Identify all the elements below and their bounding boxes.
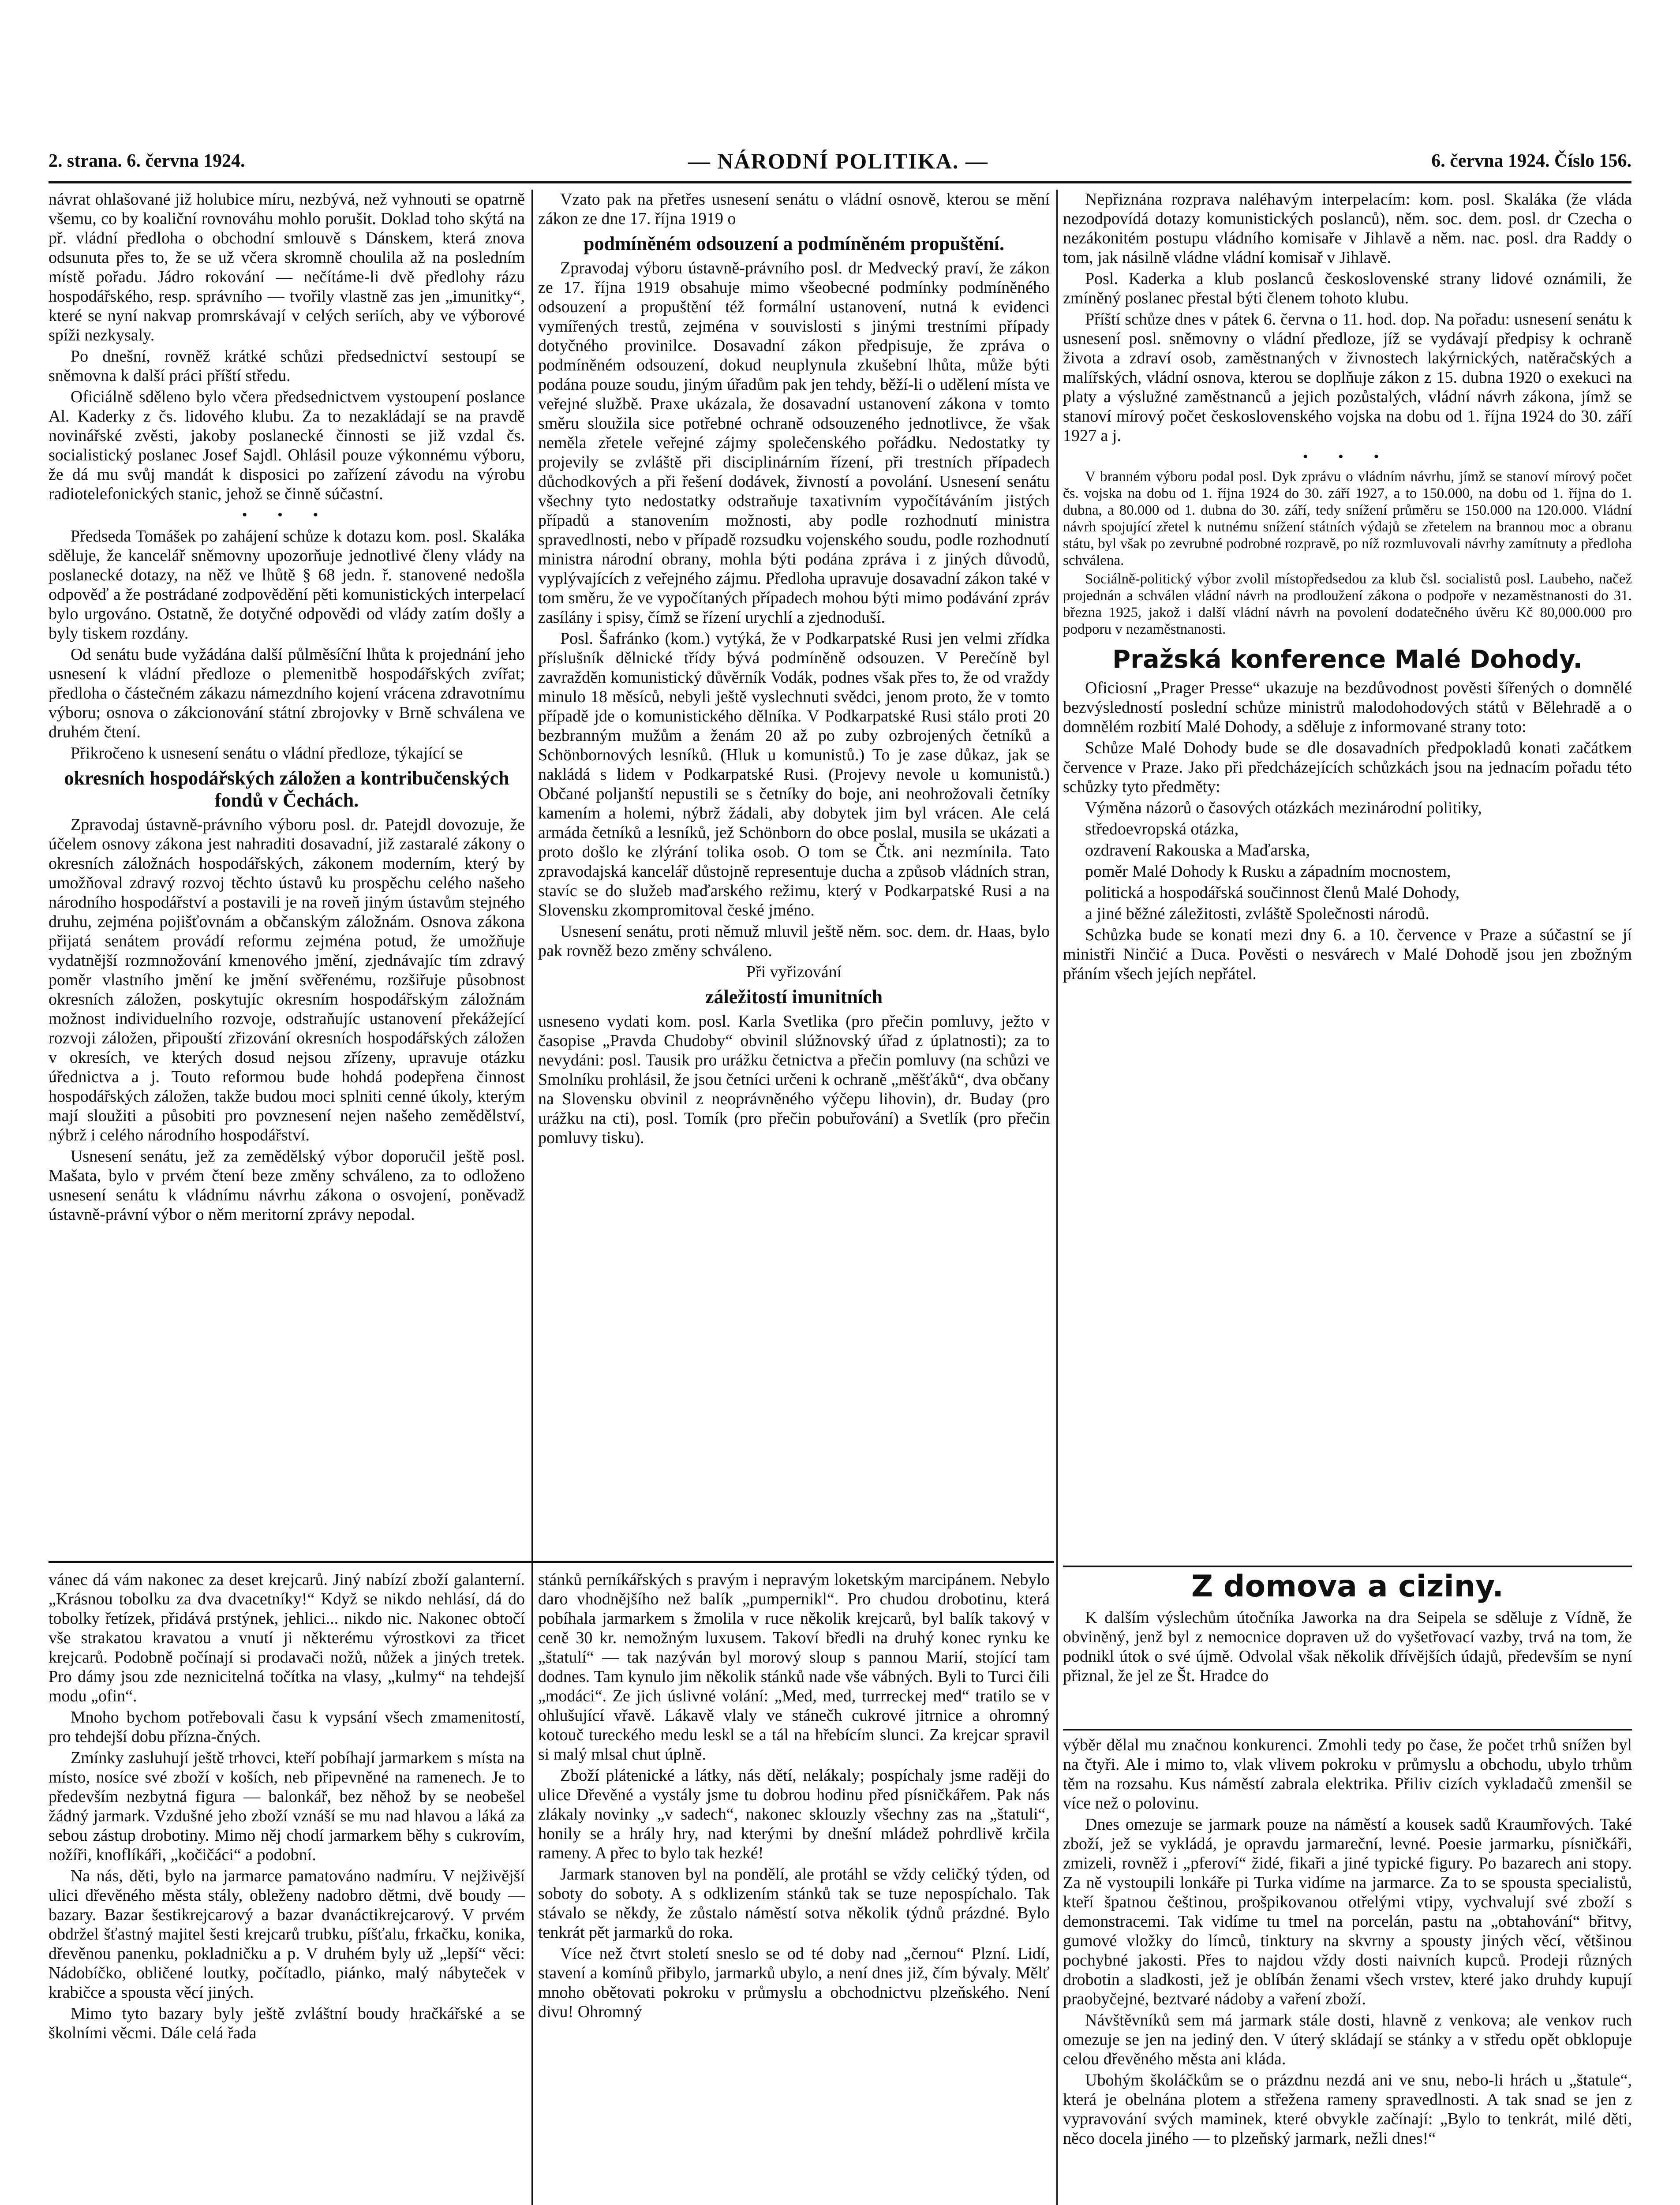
paragraph: Vzato pak na přetřes usnesení senátu o vládní osnově, kterou se mění zákon ze dne 17. října 1919 o	[538, 190, 1050, 228]
paragraph: vánec dá vám nakonec za deset krejcarů. Jiný nabízí zboží galanterní. „Krásnou tobolku za dva dvacetníky!“ Když se nikdo nehlásí, dá do tobolky řetízek, přidává prstýnek, jehlici... nikdo nic. Nakonec obtočí vše strakatou kravatou a vnutí ji některému výrostkovi za třicet krejcarů. Podobně počínají si prodavači nožů, nůžek a jiných tretek. Pro dámy jsou zde neznicitelná točítka na vlasy, „kulmy“ na tehdejší modu „ofin“.	[49, 1570, 525, 1705]
list-item: poměr Malé Dohody k Rusku a západním mocnostem,	[1085, 862, 1451, 881]
paragraph: Přikročeno k usnesení senátu o vládní předloze, týkající se	[71, 744, 463, 762]
paragraph: stánků perníkářských s pravým i nepravým loketským marcipánem. Nebylo daro vhodnějšího než balík „pumpernikl“. Pro chudou drobotinu, která pobíhala jarmarkem s žmolila v ruce několik krejcarů, byl balík takový v ceně 30 kr. nemožným luxusem. Takoví bředli na druhý konec rynku ke „štatulí“ — tak nazýván byl morový sloup s pannou Marií, stojící tam dodnes. Tam kynulo jim několik stánků nade vše vábných. Byli to Turci čili „modáci“. Ze jich úslivné volání: „Med, med, turrreckej med“ tratilo se v ohlušující vřavě. Lákavě vlaly ve stánečh cukrové jitrnice a ohromný kotouč tureckého medu leskl se a tál na hřebícím slunci. Za krejcar spravil si malý mlsal chut úplně.	[538, 1570, 1050, 1764]
paragraph: Jarmark stanoven byl na pondělí, ale protáhl se vždy celičký týden, od soboty do soboty. A s odklizením stánků tak se tuze nepospíchalo. Tak stávalo se někdy, že zůstalo náměstí sotva několik týdnů prázdné. Bylo tenkrát pět jarmarků do roka.	[538, 1865, 1050, 1942]
header-rule	[49, 181, 1631, 183]
section-divider: • • •	[242, 507, 332, 523]
paragraph: Více než čtvrt století sneslo se od té doby nad „černou“ Plzní. Lidí, stavení a komínů přibylo, jarmarků ubylo, a není dnes již, čím bývaly. Mělť mnoho obětovati pokroku v průmyslu a obchodnictvu plzeňského. Není divu! Ohromný	[538, 1944, 1050, 2021]
paragraph: Posl. Šafránko (kom.) vytýká, že v Podkarpatské Rusi jen velmi zřídka příslušník dělnické třídy bývá podmíněně odsouzen. V Perečíně byl zavražděn komunistický důvěrník Vodák, podnes však přes to, že od vraždy minulo 18 měsíců, nebyli ještě vyslechnuti svědci, jenom proto, že v tomto případě jde o komunistického dělníka. V Podkarpatské Rusi stálo proti 20 bezbranným mužům a ženám 20 až po zuby ozbrojených četníků a Schönbornových lesníků. (Hluk u komunistů.) To je zase důkaz, jak se nakládá s lidem v Podkarpatské Rusi. (Projevy nevole u komunistů.) Občané poljanští nepustili se s četníky do boje, ani neohrožovali četníky kamením a holemi, nýbrž žádali, aby dobytek jim byl vrácen. Ale celá armáda četníků a lesníků, jež Schönborn do obce poslal, musila se ukázati a proto došlo ke zlýrání tolika osob. O tom se Čtk. ani nezmínila. Tato zpravodajská kancelář důstojně representuje ducha a způsob vládních stran, stavíc se do služeb maďarského režimu, který v Podkarpatské Rusi a na Slovensku zkompromitoval české jméno.	[538, 629, 1050, 919]
paragraph: Zmínky zasluhují ještě trhovci, kteří pobíhají jarmarkem s místa na místo, nosíce své zboží v koších, neb připevněné na ramenech. Je to především nezbytná figura — balonkář, bez něhož by se neobešel žádný jarmark. Vzdušné jeho zboží vznáší se mu nad hlavou a láká za sebou zástup drobotiny. Mimo něj chodí jarmarkem běhy s cukrovím, nožíři, knoflíkáři, „kočičáci“ a podobní.	[49, 1749, 525, 1864]
paragraph: Příští schůze dnes v pátek 6. června o 11. hod. dop. Na pořadu: usnesení senátu k usnesení posl. sněmovny o vládní předloze, jíž se vydávají předpisy k ochraně života a zdraví osob, zaměstnaných v živnostech lakýrnických, natěračských a malířských, vládní osnova, kterou se doplňuje zákon z 15. dubna 1920 o exekuci na platy a výslužné zaměstnanců a jejich pozůstalých, vládní návrh zákona, jímž se stanoví mírový počet československého vojska na dobu od 1. října 1924 do 30. září 1927 a j.	[1063, 310, 1632, 445]
column-3	[1063, 190, 1632, 1561]
paragraph: Usnesení senátu, proti němuž mluvil ještě něm. soc. dem. dr. Haas, bylo pak rovněž bezo změny schváleno.	[538, 922, 1050, 960]
article-heading: podmíněném odsouzení a podmíněném propuštění.	[584, 233, 1004, 254]
paragraph: Ubohým školáčkům se o prázdnu nezdá ani ve snu, nebo-li hrách u „štatule“, která je obelnána plotem a střežena rameny spravedlnosti. A tak snad se jen z vypravování svých maminek, které obvykle začínají: „Bylo to tenkrát, milé děti, něco docela jiného — to plzeňský jarmark, nežli dnes!“	[1063, 2071, 1632, 2148]
article-heading: Z domova a ciziny.	[1191, 1570, 1504, 1604]
paragraph: výběr dělal mu značnou konkurenci. Zmohli tedy po čase, že počet trhů snížen byl na čtyři. Ale i mimo to, vlak vlivem pokroku v průmyslu a obchodu, ubylo trhům těm na rozsahu. Kus náměstí zabrala elektrika. Přiliv cizích vykladačů zmenšil se více než o polovinu.	[1063, 1736, 1632, 1813]
column-2	[538, 190, 1050, 1557]
paragraph: Při vyřizování	[746, 963, 842, 981]
feuilleton-rule-right	[1063, 1729, 1632, 1730]
list-item: Výměna názorů o časových otázkách mezinárodní politiky,	[1085, 799, 1482, 817]
paragraph: Posl. Kaderka a klub poslanců československé strany lidové oznámili, že zmíněný poslanec přestal býti členem tohoto klubu.	[1063, 269, 1632, 307]
list-item: ozdravení Rakouska a Maďarska,	[1085, 841, 1310, 860]
paragraph: Schůze Malé Dohody bude se dle dosavadních předpokladů konati začátkem července v Praze. Jako při předcházejících schůzkách jsou na jednacím pořadu této schůzky tyto předměty:	[1063, 739, 1632, 796]
column-3-domestic-news	[1063, 1570, 1632, 1720]
list-item: středoevropská otázka,	[1085, 820, 1239, 838]
paragraph: Oficiosní „Prager Presse“ ukazuje na bezdůvodnost pověsti šířených o domnělé bezvýsledností poslední schůze ministrů malodohodových států v Bělehradě a o domnělém rozbití Malé Dohody, a sděluje z informované strany toto:	[1063, 679, 1632, 736]
section-divider: • • •	[1302, 448, 1392, 465]
paragraph: Na nás, děti, bylo na jarmarce pamatováno nadmíru. V nejživější ulici dřevěného města stály, obleženy nadobro dětmi, dvě boudy — bazary. Bazar šestikrejcarový a bazar dvanáctikrejcarový. V prvém obdržel šťastný majitel šesti krejcarů trubku, píšťalu, frkačku, konika, dřevěnou panenku, pokladničku a p. V druhém byly už „lepší“ věci: Nádobíčko, obličené loutky, počítadlo, piánko, malý nábyteček v krabičce a spousta věcí jiných.	[49, 1867, 525, 2002]
column-divider-1	[531, 190, 533, 2205]
paragraph: V branném výboru podal posl. Dyk zprávu o vládním návrhu, jímž se stanoví mírový počet čs. vojska na dobu od 1. října 1924 do 30. září 1927, a to 150.000, na dobu od 1. října do 1. dubna, a 80.000 od 1. dubna do 30. září, tedy snížení průměru se 150.000 na 120.000. Vládní návrh spojující zřetel k nutnému snížení státních výdajů se zřetelem na brannou moc a obranu státu, byl však po zevrubné podrobné rozpravě, po níž rozmluvovali návrhy zamítnuty a předloha schválena.	[1063, 469, 1632, 568]
paragraph: usneseno vydati kom. posl. Karla Svetlika (pro přečin pomluvy, ježto v časopise „Pravda Chudoby“ obvinil slúžnovský úřad z úplatnosti); za to nevydáni: posl. Tausik pro urážku četnictva a přečin pomluvy (na schůzi ve Smolníku prohlásil, že jsou četníci určeni k ochraně „měšťáků“, dva občany na Slovensku obvinil z neoprávněného výčepu lihovin), dr. Buday (pro urážku na cti), posl. Tomík (pro přečin pobuřování) a Svetlík (pro přečin pomluvy tisku).	[538, 1012, 1050, 1147]
paragraph: Zboží plátenické a látky, nás dětí, nelákaly; pospíchaly jsme raději do ulice Dřevěné a vystály jsme tu dobrou hodinu před písničkářem. Pak nás zlákaly novinky „v sadech“, nakonec sklouzly všechny zas na „štatuli“, honily se a hrály hry, nad kterými by dnešní mládež pohrdlivě krčila rameny. A přec to bylo tak hezké!	[538, 1766, 1050, 1862]
masthead	[49, 146, 1631, 176]
article-heading: Pražská konference Malé Dohody.	[1112, 645, 1583, 674]
paragraph: Návštěvníků sem má jarmark stále dosti, hlavně z venkova; ale venkov ruch omezuje se jen na jediný den. V úterý skládají se stánky a v středu opět obklopuje celou dřevěného města ani kláda.	[1063, 2011, 1632, 2068]
paragraph: Po dnešní, rovněž krátké schůzi předsednictví sestoupí se sněmovna k další práci příští středu.	[49, 347, 525, 385]
section-rule-right	[1063, 1566, 1632, 1567]
paragraph: Dnes omezuje se jarmark pouze na náměstí a kousek sadů Kraumřových. Také zboží, jež se vykládá, je opravdu jarmareční, levné. Poesie jarmarku, písničkáři, zmizeli, rovněž i „pferoví“ židé, fikaři a jiné typické figury. Po bazarech ani stopy. Za ně vystoupili lonkáře pi Turka vidíme na jarmarce. Za to se spousta specialistů, kteří špatnou češtinou, prošpikovanou otřelými vtipy, vychvalují své zboží s demonstracemi. Tak vidíme tu tmel na porcelán, pastu na „obtahování“ břitvy, gumové vložky do límců, tinktury na skvrny a spousty jiných věcí, většinou pochybné jakosti. Přes to najdou vždy dosti naivních kupců. Prodeji různých drobotin a sladkosti, jež je oblíbán ženami všech vrstev, které jako druhdy kupují praobyčejné, beztvaré nádoby a vaření zboží.	[1063, 1815, 1632, 2008]
feuilleton-column-3	[1063, 1735, 1632, 2205]
paragraph: Sociálně-politický výbor zvolil místopředsedou za klub čsl. socialistů posl. Laubeho, načež projednán a schválen vládní návrh na prodloužení zákona o podpoře v nezaměstnanosti do 31. března 1925, jakož i další vládní návrh na povolení dodatečného úvěru Kč 80,000.000 pro podporu v nezaměstnanosti.	[1063, 571, 1632, 637]
feuilleton-column-2	[538, 1570, 1050, 2205]
paragraph: Oficiálně sděleno bylo včera předsednictvem vystoupení poslance Al. Kaderky z čs. lidového klubu. Za to nezakládají se na pravdě novinářské zvěsti, jakoby poslanecké činnosti se již vzdal čs. socialistický poslanec Josef Sajdl. Ohlásil pouze výkonnému výboru, že dá mu svůj mandát k disposici po zařízení závodu na výrobu radiotelefonických stanic, jehož se činně súčastní.	[49, 388, 525, 503]
paragraph: Mimo tyto bazary byly ještě zvláštní boudy hračkářské a se školními věcmi. Dále celá řada	[49, 2004, 525, 2042]
paragraph: Předseda Tomášek po zahájení schůze k dotazu kom. posl. Skaláka sděluje, že kancelář sněmovny upozorňuje jednotlivé členy vlády na poslanecké dotazy, na něž ve lhůtě § 68 jedn. ř. stanovené nedošla odpověď a že postrádané zodpovědění pěti komunistických interpelací bylo urgováno. Ostatně, že dotyčné odpovědi od vlády zatím došly a byly tiskem rozdány.	[49, 527, 525, 643]
column-divider-2	[1056, 190, 1058, 2205]
paragraph: K dalším výslechům útočníka Jaworka na dra Seipela se sděluje z Vídně, že obviněný, jenž byl z nemocnice dopraven už do vyšetřovací vazby, trvá na tom, že podnikl útok o své újmě. Odvolal však několik dřívějších údajů, především se nyní přiznal, že jel ze Št. Hradce do	[1063, 1608, 1632, 1685]
paragraph: Zpravodaj výboru ústavně-právního posl. dr Medvecký praví, že zákon ze 17. října 1919 obsahuje mimo všeobecné podmínky podmíněného odsouzení a propuštění též formální ustanovení, nutná k evidenci vymířených trestů, zejména v souvislosti s jinými trestními případy dotyčného provinilce. Dosavadní zákon předpisuje, že zpráva o podmíněném odsouzení, dokud neuplynula zkušební lhůta, může býti podána pouze soudu, jiným úřadům pak jen tehdy, běží-li o udělení místa ve veřejné službě. Praxe ukázala, že dosavadní ustanovení zákona v tomto směru sloužila sice potřebné ochraně odsouzeného jednotlivce, že však neměla zřetele veřejné zájmy společenského pořádku. Nedostatky ty projevily se zvláště při disciplinárním řízení, při trestních případech důchodkových a při řešení dodávek, živností a povolání. Usnesení senátu všechny tyto nedostatky odstraňuje taxativním vypočítáváním jistých případů a stanovením možnosti, aby podle rozhodnutí ministra spravedlnosti, nebo v případě rozsudku vojenského soudu, podle rozhodnutí ministra národní obrany, mohla býti podána zpráva i z jiných důvodů, vyplývajících z veřejného zájmu. Předloha upravuje dosavadní zákon také v tom směru, že ve vypočítaných případech mohou býti mimo podávání zpráv zasílány i spisy, čímž se řízení urychlí a zjednoduší.	[538, 259, 1050, 627]
column-1	[49, 190, 525, 1557]
feuilleton-rule-left	[49, 1561, 1054, 1563]
paragraph: Schůzka bude se konati mezi dny 6. a 10. července v Praze a súčastní se jí ministři Ninčić a Duca. Pověsti o nesvárech v Malé Dohodě jsou jen zbožným přáním všech jejích nepřátel.	[1063, 926, 1632, 983]
page-date-left: 2. strana. 6. června 1924.	[49, 151, 245, 171]
paragraph: Nepřiznána rozprava naléhavým interpelacím: kom. posl. Skaláka (že vláda nezodpovídá dotazy komunistických poslanců), něm. soc. dem. posl. dr Czecha o nezákonitém postupu vládního komisaře v Jihlavě a něm. nac. posl. dra Raddy o tom, jak násilně vládne vládní komisař v Jihlavě.	[1063, 190, 1632, 267]
paragraph: Mnoho bychom potřebovali času k vypsání všech zmamenitostí, pro tehdejší dobu přízna-čných.	[49, 1708, 525, 1746]
list-item: a jiné běžné záležitosti, zvláště Společnosti národů.	[1085, 904, 1429, 923]
paragraph: Zpravodaj ústavně-právního výboru posl. dr. Patejdl dovozuje, že účelem osnovy zákona jest nahraditi dosavadní, již zastaralé zákony o okresních záložnách hospodářských, zákonem moderním, který by umožňoval zdravý rozvoj těchto ústavů ku prospěchu celého našeho národního hospodářství a postavili je na roveň jiným ústavům stejného druhu, zejména pojišťovnám a občanským záložnám. Osnova zákona přijatá senátem provádí reformu zejména potud, že umožňuje vydatnější rozmnožování kmenového jmění, zjednávajíc tím zdravý poměr vlastního jmění ke jmění svěřenému, rozšiřuje působnost okresních záložen, poskytujíc okresním hospodářským záložnám možnost individuelního rozvoje, odstraňujíc ustanovení překážející rozvoji záložen, připouští zřizování okresních hospodářských záložen v okresích, ve kterých dosud nejsou zřízeny, upravuje otázku úřednictva a j. Touto reformou bude hohdá podepřena činnost hospodářských záložen, takže budou moci splniti cenné úkoly, kterým mají sloužiti a působiti pro povznesení nejen našeho zemědělství, nýbrž i celého národního hospodářství.	[49, 815, 525, 1144]
issue-number: 6. června 1924. Číslo 156.	[1431, 151, 1631, 171]
list-item: politická a hospodářská součinnost členů Malé Dohody,	[1085, 883, 1460, 902]
article-heading: záležitostí imunitních	[705, 986, 883, 1008]
feuilleton-column-1	[49, 1570, 525, 2205]
newspaper-title: — NÁRODNÍ POLITIKA. —	[688, 149, 988, 173]
paragraph: Usnesení senátu, jež za zemědělský výbor doporučil ještě posl. Mašata, bylo v prvém čtení beze změny schváleno, za to odloženo usnesení senátu k vládnímu návrhu zákona o osvojení, poněvadž ústavně-právní výbor o něm meritorní zprávy nepodal.	[49, 1147, 525, 1224]
article-heading: okresních hospodářských záložen a kontribučenských fondů v Čechách.	[64, 767, 509, 811]
paragraph: návrat ohlašované již holubice míru, nezbývá, než vyhnouti se opatrně všemu, co by koaliční rovnováhu mohlo porušit. Doklad toho skýtá na př. vládní předloha o obchodní smlouvě s Dánskem, která znova odsunuta přes to, že se už včera skromně choulila až na posledním místě pořadu. Jádro rokování — nečítáme-li dvě předlohy rázu hospodářského, resp. správního — tvořily vlastně zas jen „imunitky“, které se nyní nakvap promrskávají v celých seriích, aby ve výborové spíži nezkysaly.	[49, 190, 525, 344]
paragraph: Od senátu bude vyžádána další půlměsíční lhůta k projednání jeho usnesení k vládní předloze o plemenitbě hospodářských zvířat; předloha o částečném zákazu námezdního kojení vrácena zdravotnímu výboru; osnova o zákcionování státní zbrojovky v Brně schválena ve druhém čtení.	[49, 645, 525, 741]
